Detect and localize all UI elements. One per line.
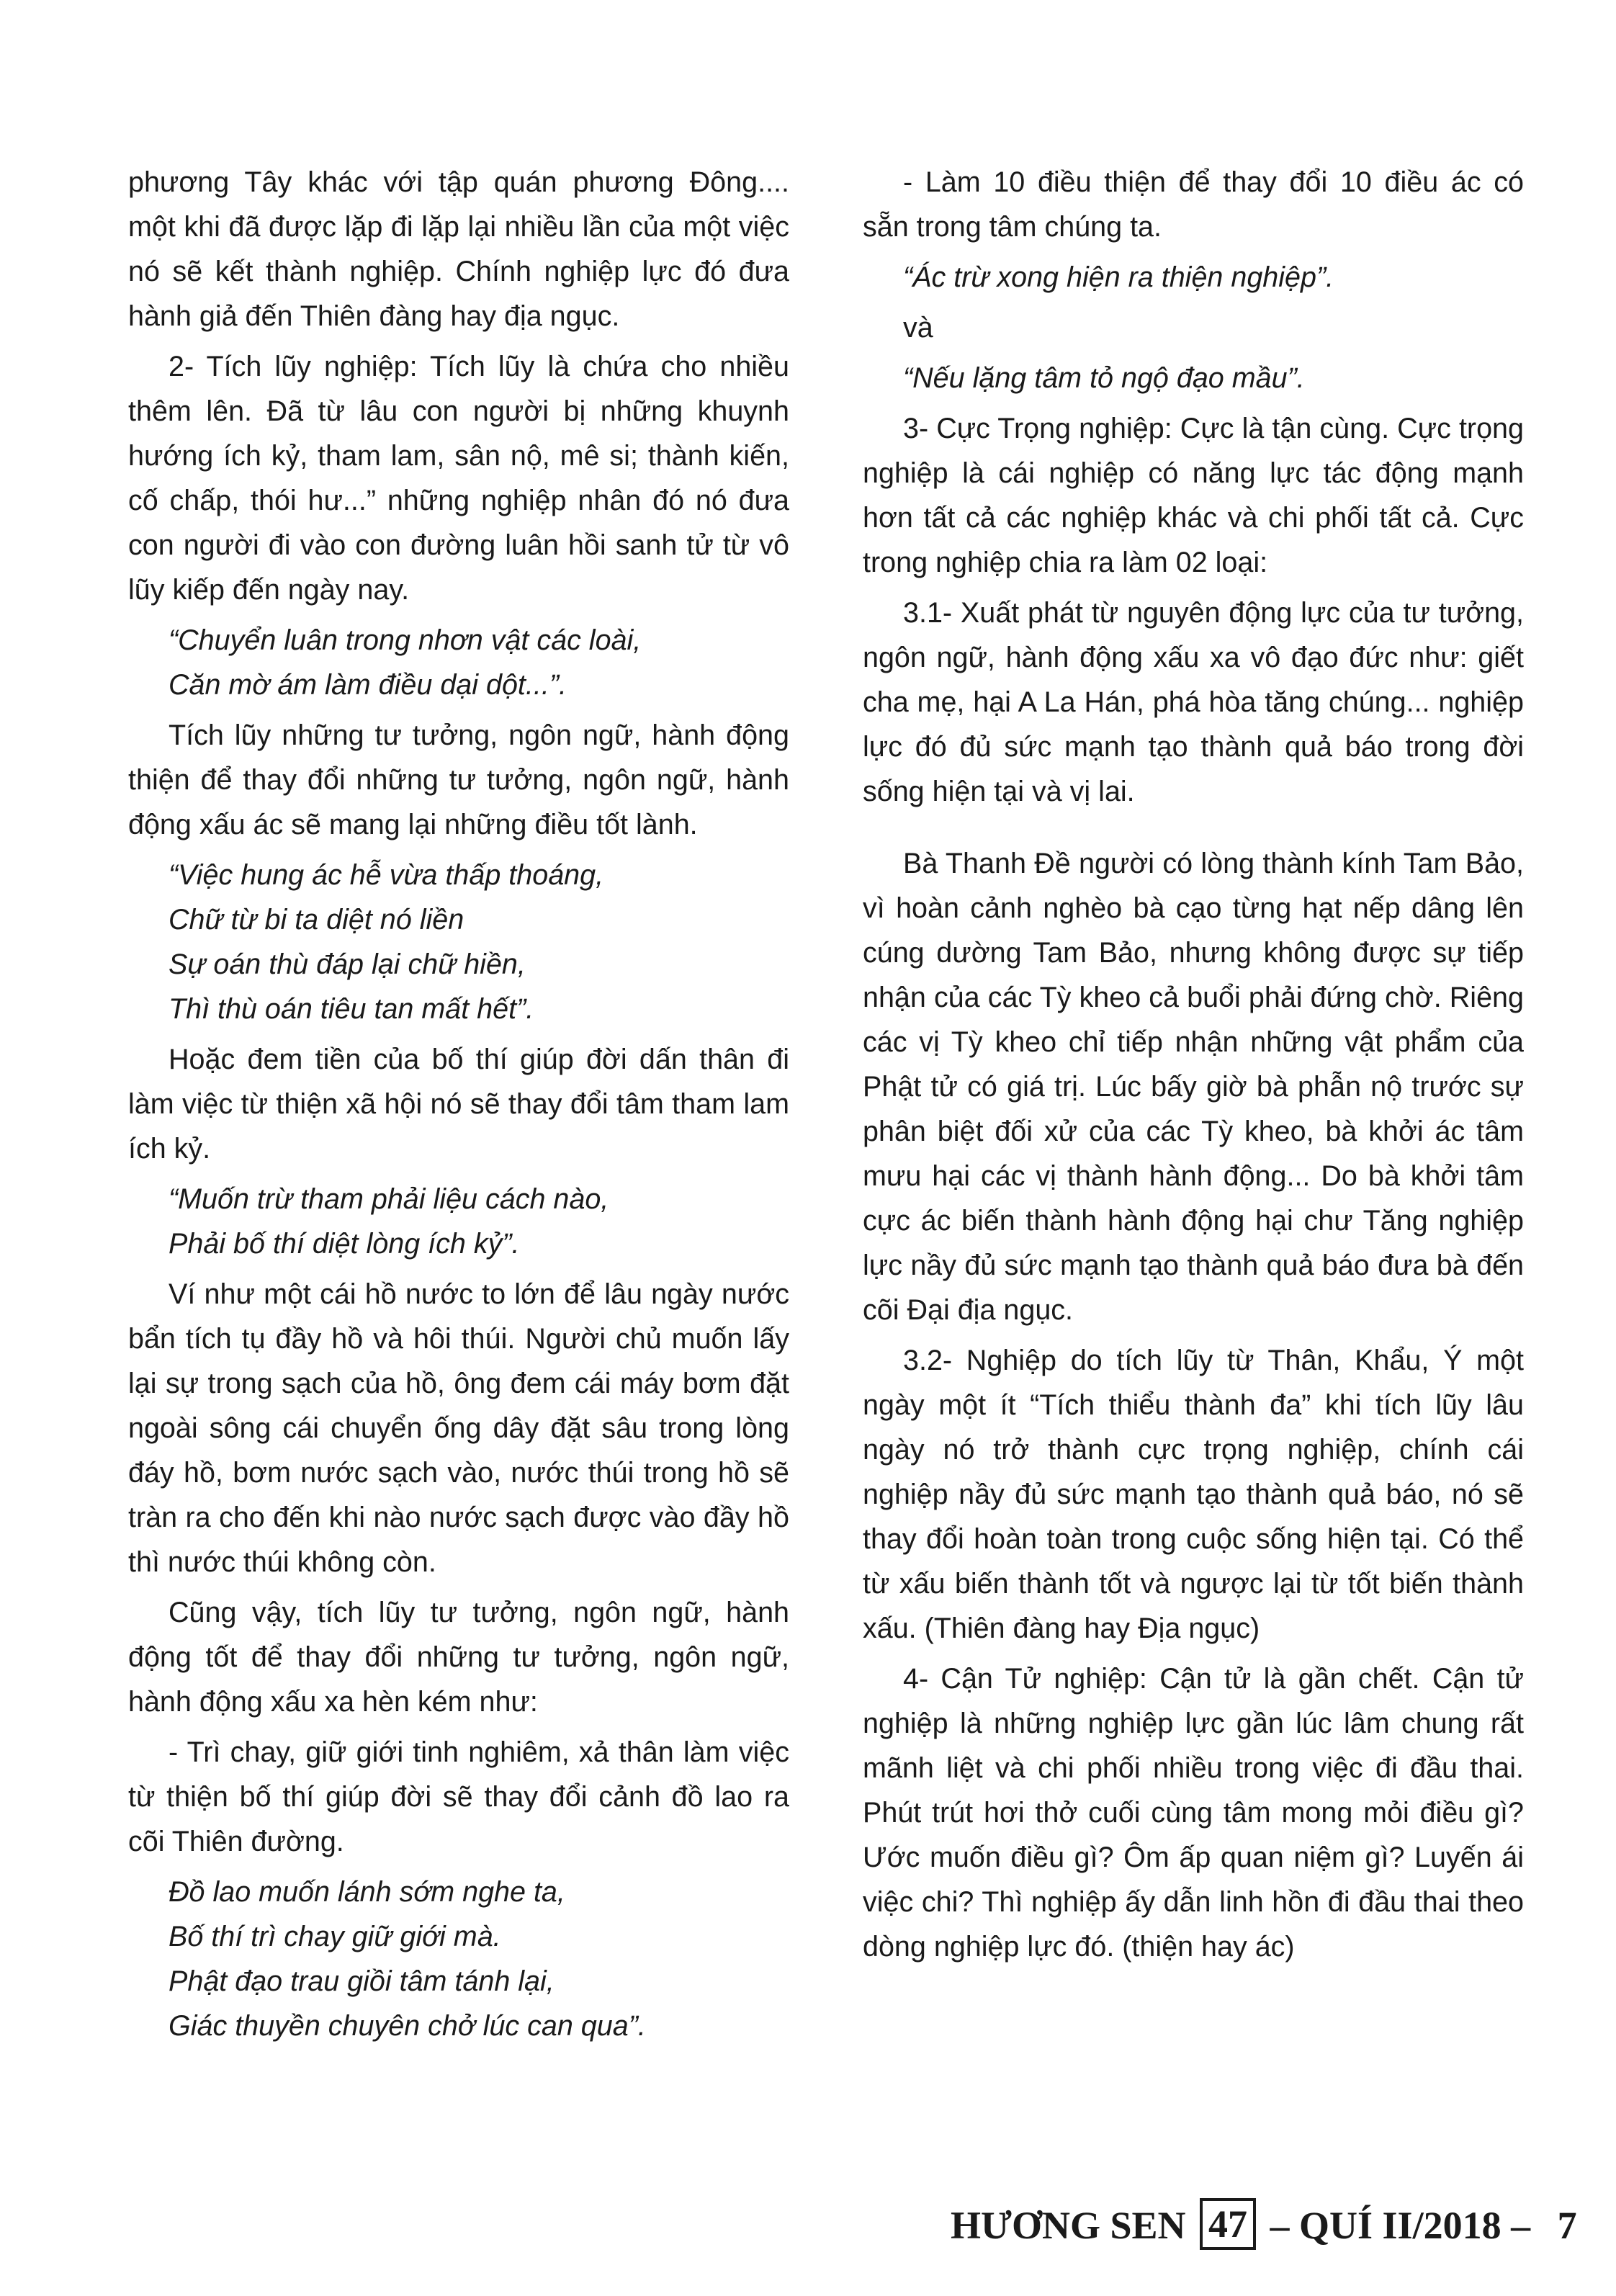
paragraph: phương Tây khác với tập quán phương Đông.... một khi đã được lặp đi lặp lại nhiều lần của một việc nó sẽ kết thành nghiệp. Chính nghiệp lực đó đưa hành giả đến Thiên đàng hay địa ngục. [128, 166, 789, 332]
verse [128, 1177, 789, 1266]
paragraph: 3- Cực Trọng nghiệp: Cực là tận cùng. Cực trọng nghiệp là cái nghiệp có năng lực tác động mạnh hơn tất cả các nghiệp khác và chi phối tất cả. Cực trong nghiệp chia ra làm 02 loại: [863, 413, 1524, 578]
paragraph: Hoặc đem tiền của bố thí giúp đời dấn thân đi làm việc từ thiện xã hội nó sẽ thay đổi tâm tham lam ích kỷ. [128, 1044, 789, 1165]
verse [128, 1870, 789, 2048]
issue-period: – QUÍ II/2018 – [1270, 2204, 1531, 2247]
verse-line: Thì thù oán tiêu tan mất hết”. [169, 993, 534, 1025]
magazine-name: HƯƠNG SEN [951, 2204, 1186, 2247]
verse-line: Giác thuyền chuyên chở lúc can qua”. [169, 2010, 646, 2042]
verse-line: Phật đạo trau giồi tâm tánh lại, [169, 1965, 555, 1997]
paragraph: Bà Thanh Đề người có lòng thành kính Tam Bảo, vì hoàn cảnh nghèo bà cạo từng hạt nếp dâng lên cúng dường Tam Bảo, nhưng không được sự tiếp nhận của các Tỳ kheo cả buổi phải đứng chờ. Riêng các vị Tỳ kheo chỉ tiếp nhận những vật phẩm của Phật tử có giá trị. Lúc bấy giờ bà phẫn nộ trước sự phân biệt đối xử của các Tỳ kheo, bà khởi ác tâm mưu hại các vị thành hành động... Do bà khởi tâm cực ác biến thành hành động hại chư Tăng nghiệp lực nầy đủ sức mạnh tạo thành quả báo đưa bà đến cõi Đại địa ngục. [863, 848, 1524, 1326]
verse-line: Căn mờ ám làm điều dại dột...”. [169, 669, 567, 701]
verse [863, 255, 1524, 300]
spacer [863, 820, 1524, 841]
verse-line: “Muốn trừ tham phải liệu cách nào, [169, 1183, 609, 1215]
paragraph: Tích lũy những tư tưởng, ngôn ngữ, hành động thiện để thay đổi những tư tưởng, ngôn ngữ, hành động xấu ác sẽ mang lại những điều tốt lành. [128, 719, 789, 840]
paragraph: Cũng vậy, tích lũy tư tưởng, ngôn ngữ, hành động tốt để thay đổi những tư tưởng, ngôn ngữ, hành động xấu xa hèn kém như: [128, 1597, 789, 1718]
paragraph: 4- Cận Tử nghiệp: Cận tử là gần chết. Cận tử nghiệp là những nghiệp lực gần lúc lâm chung rất mãnh liệt và chi phối nhiều trong việc đi đầu thai. Phút trút hơi thở cuối cùng tâm mong mỏi điều gì? Ước muốn điều gì? Ôm ấp quan niệm gì? Luyến ái việc chi? Thì nghiệp ấy dẫn linh hồn đi đầu thai theo dòng nghiệp lực đó. (thiện hay ác) [863, 1663, 1524, 1963]
page-number: 7 [1557, 2204, 1577, 2247]
issue-number: 47 [1200, 2198, 1256, 2250]
verse-line: Sự oán thù đáp lại chữ hiền, [169, 949, 526, 980]
verse-line: Đồ lao muốn lánh sớm nghe ta, [169, 1876, 565, 1908]
verse-line: Chữ từ bi ta diệt nó liền [169, 904, 464, 936]
verse-line: “Nếu lặng tâm tỏ ngộ đạo mầu”. [903, 362, 1305, 394]
right-column [863, 160, 1524, 1975]
verse-line: “Việc hung ác hễ vừa thấp thoáng, [169, 859, 604, 891]
paragraph: 3.1- Xuất phát từ nguyên động lực của tư tưởng, ngôn ngữ, hành động xấu xa vô đạo đức như: giết cha mẹ, hại A La Hán, phá hòa tăng chúng... nghiệp lực đó đủ sức mạnh tạo thành quả báo trong đời sống hiện tại và vị lai. [863, 597, 1524, 807]
verse [128, 618, 789, 707]
verse-line: “Chuyển luân trong nhơn vật các loài, [169, 624, 642, 656]
left-column [128, 160, 789, 2054]
paragraph: - Trì chay, giữ giới tinh nghiêm, xả thân làm việc từ thiện bố thí giúp đời sẽ thay đổi cảnh đồ lao ra cõi Thiên đường. [128, 1736, 789, 1857]
page-footer [951, 2197, 1577, 2254]
verse-line: “Ác trừ xong hiện ra thiện nghiệp”. [903, 261, 1334, 293]
paragraph: 3.2- Nghiệp do tích lũy từ Thân, Khẩu, Ý một ngày một ít “Tích thiểu thành đa” khi tích lũy lâu ngày nó trở thành cực trọng nghiệp, chính cái nghiệp nầy đủ sức mạnh tạo thành quả báo, nó sẽ thay đổi hoàn toàn trong cuộc sống hiện tại. Có thể từ xấu biến thành tốt và ngược lại từ tốt biến thành xấu. (Thiên đàng hay Địa ngục) [863, 1345, 1524, 1644]
paragraph: - Làm 10 điều thiện để thay đổi 10 điều ác có sẵn trong tâm chúng ta. [863, 166, 1524, 243]
verse-line: Phải bố thí diệt lòng ích kỷ”. [169, 1228, 520, 1260]
verse [863, 356, 1524, 400]
conjunction: và [903, 312, 933, 344]
paragraph: 2- Tích lũy nghiệp: Tích lũy là chứa cho nhiều thêm lên. Đã từ lâu con người bị những khuynh hướng ích kỷ, tham lam, sân nộ, mê si; thành kiến, cố chấp, thói hư...” những nghiệp nhân đó nó đưa con người đi vào con đường luân hồi sanh tử từ vô lũy kiếp đến ngày nay. [128, 351, 789, 606]
verse [128, 853, 789, 1031]
verse-line: Bố thí trì chay giữ giới mà. [169, 1921, 501, 1952]
paragraph: Ví như một cái hồ nước to lớn để lâu ngày nước bẩn tích tụ đầy hồ và hôi thúi. Người chủ muốn lấy lại sự trong sạch của hồ, ông đem cái máy bơm đặt ngoài sông cái chuyển ống dây đặt sâu trong lòng đáy hồ, bơm nước sạch vào, nước thúi trong hồ sẽ tràn ra cho đến khi nào nước sạch được vào đầy hồ thì nước thúi không còn. [128, 1278, 789, 1578]
